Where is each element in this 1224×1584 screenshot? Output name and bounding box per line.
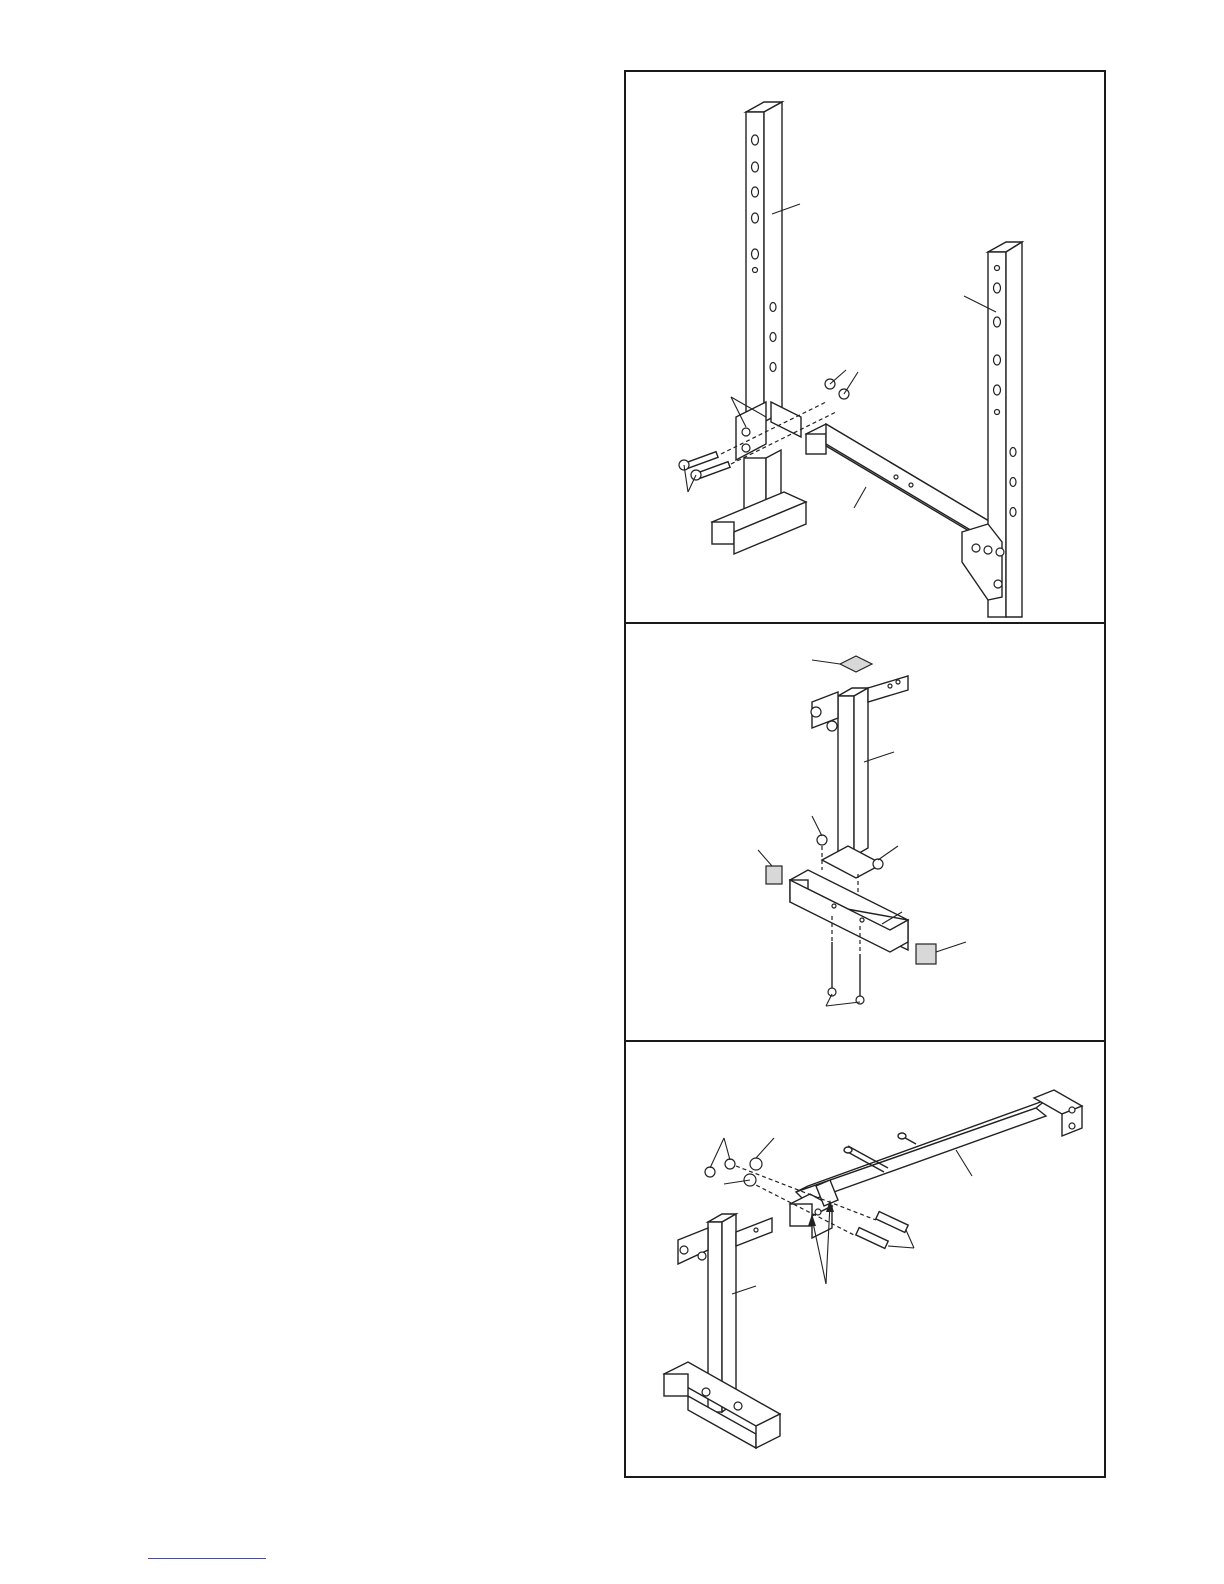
bench-frame-attachment-icon xyxy=(626,1042,1104,1476)
assembly-figure-1 xyxy=(624,70,1106,624)
assembly-figure-3 xyxy=(624,1040,1106,1478)
assembly-figure-2 xyxy=(624,622,1106,1042)
instruction-text-area xyxy=(0,0,600,1500)
upright-base-assembly-icon xyxy=(626,624,1104,1040)
footer-link-underline[interactable] xyxy=(148,1558,266,1559)
upright-frame-assembly-icon xyxy=(626,72,1104,622)
